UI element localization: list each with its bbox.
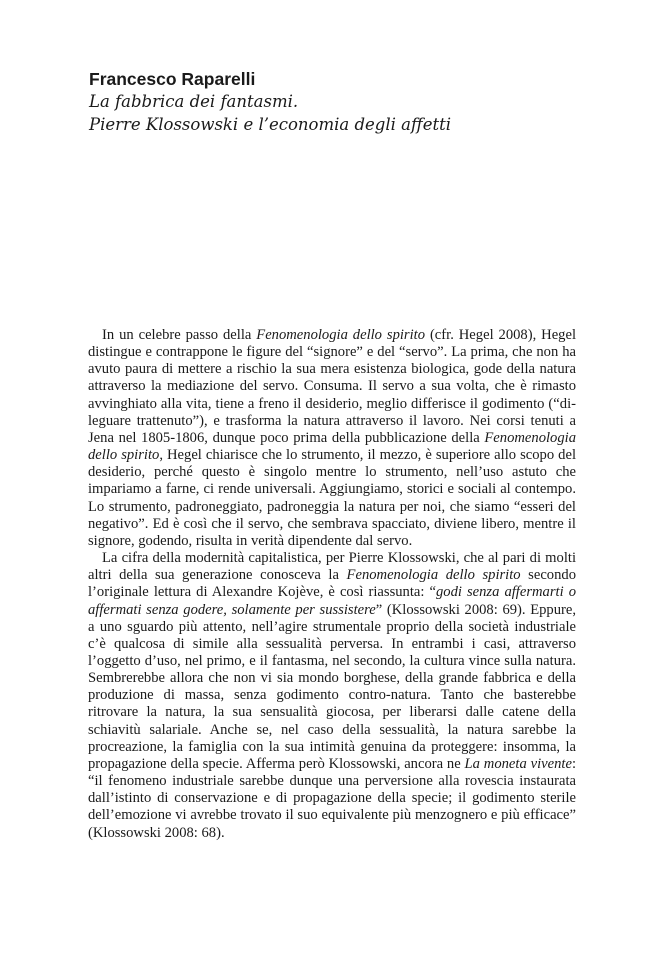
chapter-header (89, 68, 569, 136)
text-segment: In un celebre passo della (102, 327, 257, 343)
paragraph-2 (88, 550, 576, 842)
text-segment: , Hegel chiarisce che lo strumento, il mezzo, è superiore allo scopo del desiderio, perché questo è singolo mentre lo strumento, nell’uso astuto che impariamo a farne, ci rende universali. Aggiungiamo, storici e sociali al contempo. Lo strumento, padroneggiato, padroneggia la natura per noi, che siamo “esseri del negativo”. Ed è così che il servo, che sembrava spacciato, diviene libero, mentre il signore, godendo, risulta in verità dipendente dal servo. (88, 447, 576, 549)
author-name: Francesco Raparelli (89, 69, 256, 89)
italic-segment: La moneta vivente (464, 755, 572, 772)
text-segment: ” (Klossowski 2008: 69). Eppure, a uno sguardo più attento, nell’agire strumentale proprio della società industriale c’è qualcosa di simile alla sessualità perversa. In entrambi i casi, attraverso l’oggetto d’uso, nel primo, e il fantasma, nel secondo, la cultura vince sulla natura. Sembrerebbe allora che non vi sia mondo borghese, della grande fabbrica e della produzione di massa, senza godimento contro-natura. Tanto che basterebbe ritrovare la natura, la sua sensualità giocosa, per liberarsi dalle catene della schiavitù salariale. Anche se, nel caso della sessualità, la natura sarebbe la procreazione, la famiglia con la sua intimità genuina da proteggere: insomma, la propagazione della specie. Afferma però Klossowski, ancora ne (88, 601, 577, 772)
chapter-title-line-1: La fabbrica dei fantasmi. (89, 92, 299, 111)
italic-segment: Fenomenologia dello spirito (256, 327, 426, 343)
text-segment: : “il fenomeno industriale sarebbe dunque una perversione alla rovescia instaurata dall’istinto di conservazione e di propagazione della specie; il godimento sterile dell’emozione vi avrebbe trovato il suo equivalente più menzognero e più efficace” (Klossowski 2008: 68). (88, 755, 576, 841)
chapter-title-line-2: Pierre Klossowski e l’economia degli affetti (89, 115, 452, 134)
text-segment: La cifra della modernità capitalistica, per Pierre Klossowski, che al pari di molti altri della sua generazione conosceva la (88, 550, 576, 584)
italic-segment: Fenomenologia dello spirito (346, 567, 521, 584)
paragraph-1 (88, 327, 576, 550)
italic-segment: godi senza affermarti o affermati senza godere, solamente per sussistere (88, 584, 576, 618)
text-segment: secondo l’originale lettura di Alexandre Kojève, è così riassunta: “ (88, 567, 576, 601)
body-text (88, 327, 576, 842)
text-segment: (cfr. Hegel 2008), Hegel distingue e contrappone le figure del “signore” e del “servo”. La prima, che non ha avuto paura di mettere a rischio la sua mera esistenza biologica, gode della natura attraverso la mediazione del servo. Consuma. Il servo a sua volta, che è rimasto avvinghiato alla vita, tiene a freno il desiderio, meglio differisce il godimento (“dileguare trattenuto”), e trasforma la natura attraverso il lavoro. Nei corsi tenuti a Jena nel 1805-1806, dunque poco prima della pubblicazione della (88, 327, 577, 446)
italic-segment: Fenomenologia dello spirito (88, 429, 576, 464)
